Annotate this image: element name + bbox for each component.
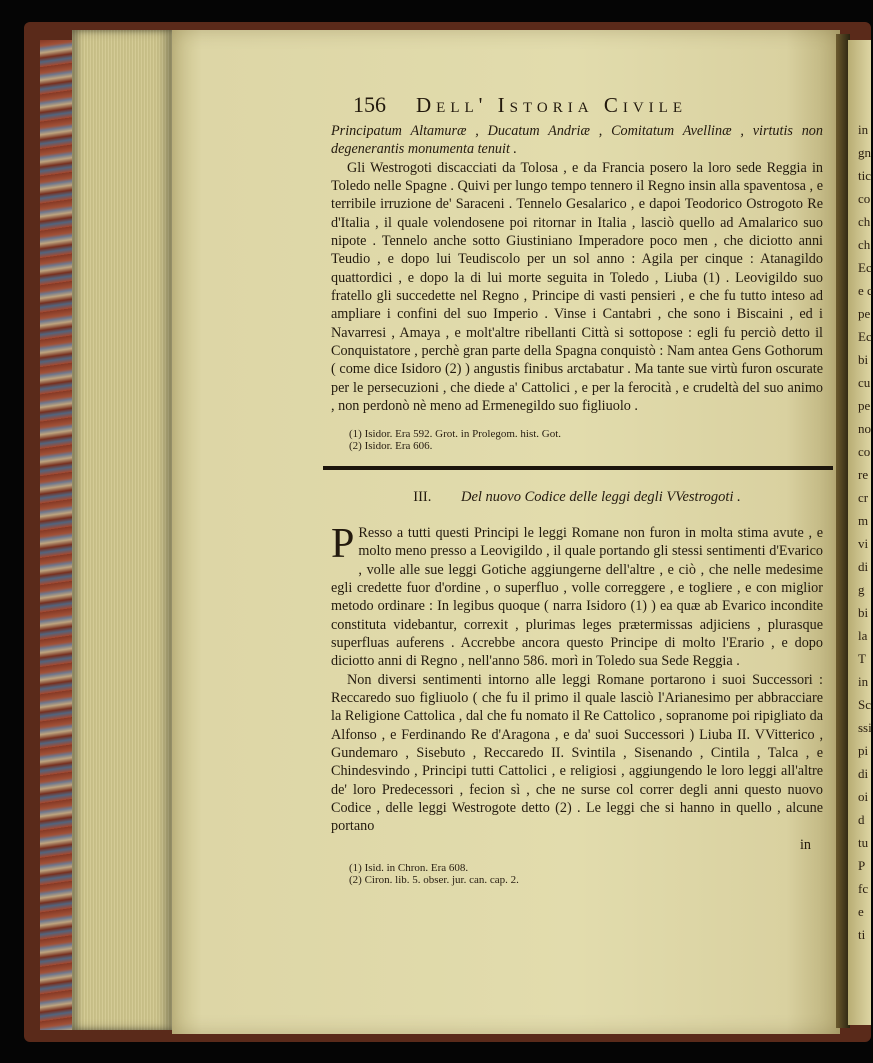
right-page-fragment: re — [858, 467, 869, 482]
right-page-fragment: ssi — [858, 720, 872, 735]
right-page-fragment: pi — [858, 743, 869, 758]
paragraph-2: Gli Westrogoti discacciati da Tolosa , e da Francia posero la loro sede Reggia in Toledo nelle Spagne . Quivi per lungo tempo tennero il Regno insin alla spaventosa , e terribile irruzione de' Saraceni . Tennelo Gesalarico , e dapoi Teodorico Ostrogoto Re d'Italia , il quale volendosene poi ritornar in Italia , lasciò quello ad Amalarico suo nipote . Tennelo anche sotto Giustiniano Imperadore poco men , che diciotto anni Teudio , e dopo lui Teudiscolo per un sol anno : Agila per cinque : Atanagildo quattordici , e dopo la di lui morte seguita in Toledo , Liuba (1) . Leovigildo suo fratello gli succedette nel Regno , Principe di vasti pensieri , e che fu tutto inteso ad ampliare i confini del suo Imperio . Vinse i Cantabri , che sono i Biscaini , ed i Navarresi , Amaya , e molt'altre ribellanti Città si sottopose : egli fu perciò detto il Conquistatore , perchè gran parte della Spagna conquistò : Nam antea Gens Gothorum ( come dice Isidoro (2) ) angustis finibus arctabatur . Ma tante sue virtù furon oscurate per le persecuzioni , che diede a' Cattolici , e per la ferocità , e crudeltà del suo animo , non perdonò nè meno ad Ermenegildo suo figliuolo . — [331, 159, 823, 415]
right-page-fragment: vi — [858, 536, 869, 551]
page-content — [331, 92, 823, 887]
right-page-fragment: la — [858, 628, 868, 643]
right-page-fragment: no — [858, 421, 871, 436]
right-page-fragment: Ec — [858, 260, 872, 275]
right-page-fragment: fc — [858, 881, 869, 896]
right-page-fragment: Ec — [858, 329, 872, 344]
right-page-fragment: di — [858, 766, 869, 781]
footnotes-top — [331, 428, 823, 452]
right-page-edge — [848, 40, 871, 1025]
paragraph-1: Principatum Altamuræ , Ducatum Andriæ , Comitatum Avellinæ , virtutis non degenerantis monumenta tenuit . — [331, 123, 823, 158]
right-page-fragment: bi — [858, 605, 869, 620]
right-page-fragment: tu — [858, 835, 869, 850]
paragraph-3-text: Resso a tutti questi Principi le leggi Romane non furon in molta stima avute , e molto meno presso a Leovigildo , il quale portando gli stessi sentimenti d'Evarico , volle alle sue leggi Gotiche aggiungerne dell'altre , e ciò , che nelle medesime egli credette fuor d'ordine , o superfluo , volle correggere , e togliere , e con miglior metodo ordinare : In legibus quoque ( narra Isidoro (1) ) ea quæ ab Evarico incondite constituta videbantur, correxit , plurimas leges prætermissas adjiciens , plurasque superfluas auferens . Accrebbe ancora questo Principe di molto l'Erario , e dopo diciotto anni di Regno , nell'anno 586. morì in Toledo sua Sede Reggia . — [331, 524, 823, 670]
paragraph-3 — [331, 520, 823, 671]
right-page-fragment: T — [858, 651, 866, 666]
right-page-fragment: cr — [858, 490, 869, 505]
right-page-fragment: ti — [858, 927, 866, 942]
right-page-fragment: e — [858, 904, 864, 919]
right-page-fragment: bi — [858, 352, 869, 367]
footnote: (2) Ciron. lib. 5. obser. jur. can. cap. 2. — [349, 874, 519, 887]
running-title: Dell' Istoria Civile — [416, 93, 687, 117]
paragraph-4: Non diversi sentimenti intorno alle leggi Romane portarono i suoi Successori : Reccaredo suo figliuolo ( che fu il primo il quale lasciò l'Arianesimo per abbracciare la Religione Cattolica , dal che fu nomato il Re Cattolico , sopranome poi ripigliato da Alfonso , e Ferdinando Re d'Aragona , e da' suoi Successori ) Liuba II. VVitterico , Gundemaro , Sisebuto , Reccaredo II. Svintila , Sisenando , Cintila , Talca , e Chindesvindo , Principi tutti Cattolici , e religiosi , aggiungendo le loro leggi all'altre de' loro Predecessori , fecion sì , che ne surse col correr degli anni questo nuovo Codice , delle leggi Westrogote detto (2) . Le leggi che si hanno in quello , alcune portano — [331, 671, 823, 835]
right-page-fragment: pe — [858, 306, 871, 321]
footnote: (1) Isid. in Chron. Era 608. — [349, 862, 469, 875]
section-number: III. — [413, 488, 432, 505]
page-edges — [72, 30, 174, 1030]
right-page-fragment: in — [858, 674, 869, 689]
right-page-fragment: ch — [858, 214, 871, 229]
right-page-fragment: in — [858, 122, 869, 137]
footnote: (2) Isidor. Era 606. — [349, 439, 433, 452]
right-page-fragment: oi — [858, 789, 869, 804]
section-title: Del nuovo Codice delle leggi degli VVestrogoti . — [461, 488, 741, 505]
right-page-fragment: di — [858, 559, 869, 574]
right-page-fragment: P — [858, 858, 866, 873]
right-page-fragment: co — [858, 191, 871, 206]
right-page-fragment: pe — [858, 398, 871, 413]
section-heading — [331, 488, 823, 506]
right-page-fragment: tic — [858, 168, 871, 183]
right-page-fragment: e c — [858, 283, 873, 298]
right-page-fragment: co — [858, 444, 871, 459]
right-page-fragment: ch — [858, 237, 871, 252]
catchword: in — [799, 836, 811, 853]
footnotes-bottom — [331, 862, 823, 886]
right-page-fragment: d — [858, 812, 865, 827]
right-page-fragment: cu — [858, 375, 871, 390]
right-page-fragment: m — [858, 513, 869, 528]
footnote: (1) Isidor. Era 592. Grot. in Prolegom. hist. Got. — [349, 427, 562, 440]
page-number: 156 — [353, 92, 386, 117]
right-page-fragment: Sc — [858, 697, 871, 712]
right-page-fragment: gn — [858, 145, 871, 160]
running-header — [353, 92, 823, 122]
drop-cap: P — [331, 520, 355, 567]
right-page-fragment: g — [858, 582, 865, 597]
section-rule — [323, 466, 833, 470]
